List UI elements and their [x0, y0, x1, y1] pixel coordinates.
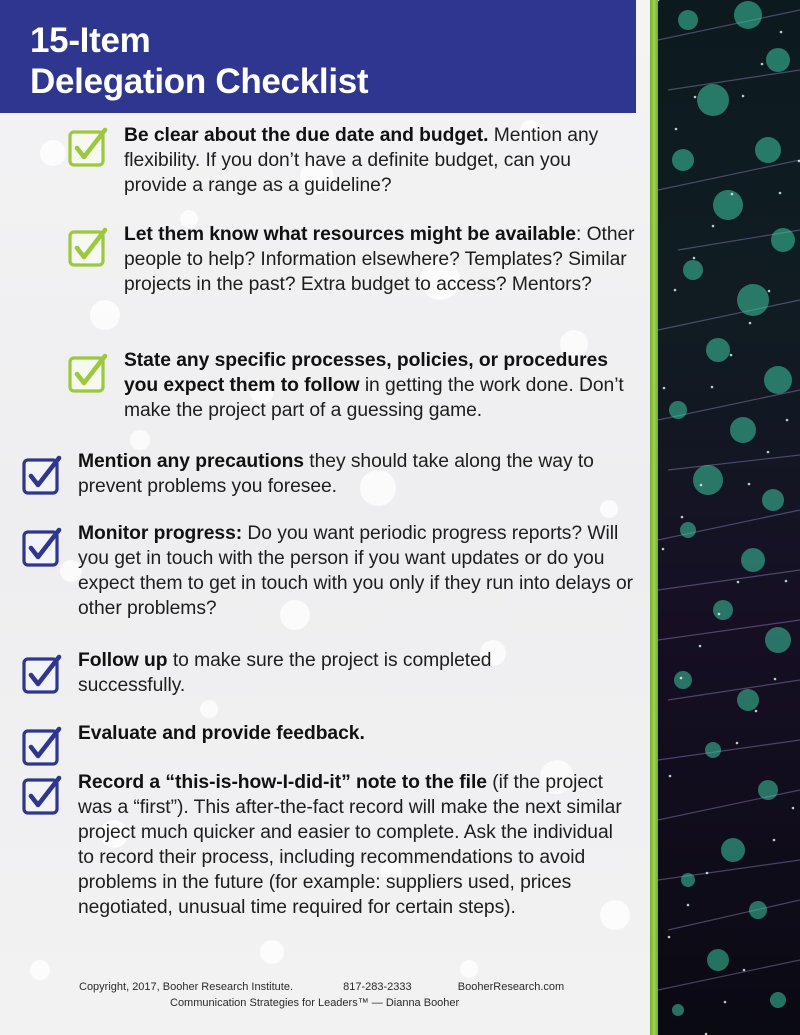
teal-bokeh-dot [755, 137, 781, 163]
bokeh-dot [30, 960, 50, 980]
page-title-line1: 15-Item [30, 21, 151, 60]
sparkle-dot [663, 387, 666, 390]
sparkle-dot [792, 807, 795, 810]
item-body: Do you want periodic progress reports? Will you get in touch with the person if you want updates or do you expect them to get in touch with you only if they run into delays or other problems? [78, 523, 633, 619]
teal-bokeh-dot [706, 338, 730, 362]
teal-bokeh-dot [672, 1004, 684, 1016]
item-body: Mention any flexibility. If you don’t have a definite budget, can you provide a range as a guideline? [124, 125, 599, 196]
sparkle-dot [743, 969, 746, 972]
light-streak [658, 860, 800, 880]
sparkle-dot [779, 192, 782, 195]
item-heading: Mention any precautions [78, 451, 304, 472]
teal-bokeh-dot [737, 284, 769, 316]
teal-bokeh-dot [737, 689, 759, 711]
green-check-icon [67, 126, 111, 170]
footer-phone: 817-283-2333 [343, 981, 412, 993]
sparkle-dot [737, 581, 740, 584]
sparkle-dot [730, 354, 733, 357]
bokeh-dot [460, 960, 478, 978]
item-body: (if the project was a “first”). This after-the-fact record will make the next similar project much quicker and easier to complete. Ask the individual to record their process, including recommendations to avoid problems in the future (for example: suppliers used, prices negotiated, unusual time required for certain steps). [78, 772, 622, 918]
item-body: : Other people to help? Information elsewhere? Templates? Similar projects in the past? Extra budget to access? Mentors? [124, 224, 635, 295]
light-streak [668, 455, 800, 470]
footer-website: BooherResearch.com [457, 981, 565, 993]
sparkle-dot [674, 289, 677, 292]
sparkle-dot [668, 936, 671, 939]
item-heading: Let them know what resources might be available [124, 224, 576, 245]
teal-bokeh-dot [734, 1, 762, 29]
light-streak [658, 740, 800, 760]
light-streak [658, 510, 800, 540]
bokeh-dot [200, 700, 218, 718]
blue-check-icon [21, 774, 65, 818]
sparkle-dot [755, 710, 758, 713]
teal-bokeh-dot [680, 522, 696, 538]
light-streak [658, 790, 800, 820]
blue-check-icon [21, 653, 65, 697]
sparkle-dot [768, 290, 771, 293]
item-heading: Monitor progress: [78, 523, 243, 544]
sparkle-dot [706, 872, 709, 875]
teal-bokeh-dot [765, 627, 791, 653]
checklist-item [78, 521, 638, 621]
blue-check-icon [21, 725, 65, 769]
bokeh-dot [600, 500, 618, 518]
checklist-item [124, 123, 634, 198]
sparkle-dot [749, 322, 752, 325]
bokeh-art [658, 0, 800, 1035]
bokeh-dot [130, 430, 150, 450]
teal-bokeh-dot [683, 260, 703, 280]
teal-bokeh-dot [713, 600, 733, 620]
checklist-item [124, 348, 636, 423]
teal-bokeh-dot [758, 780, 778, 800]
teal-bokeh-dot [674, 671, 692, 689]
light-streak [658, 960, 800, 990]
teal-bokeh-dot [749, 901, 767, 919]
checklist-item [78, 648, 558, 698]
green-check-icon [67, 226, 111, 270]
sparkle-dot [773, 839, 776, 842]
sparkle-dot [767, 451, 770, 454]
blue-check-icon [21, 526, 65, 570]
teal-bokeh-dot [730, 417, 756, 443]
sparkle-dot [731, 193, 734, 196]
sparkle-dot [699, 645, 702, 648]
teal-bokeh-dot [713, 190, 743, 220]
sparkle-dot [694, 96, 697, 99]
teal-bokeh-dot [766, 48, 790, 72]
sparkle-dot [724, 1001, 727, 1004]
sparkle-dot [761, 63, 764, 66]
green-check-icon [67, 352, 111, 396]
teal-bokeh-dot [697, 84, 729, 116]
light-streak [668, 70, 800, 90]
bokeh-dot [40, 140, 66, 166]
sparkle-dot [681, 516, 684, 519]
teal-bokeh-dot [770, 992, 786, 1008]
teal-bokeh-dot [762, 489, 784, 511]
sparkle-dot [742, 95, 745, 98]
page-title-line2: Delegation Checklist [30, 62, 369, 101]
sparkle-dot [785, 580, 788, 583]
teal-bokeh-dot [721, 838, 745, 862]
sparkle-dot [786, 419, 789, 422]
checklist-item [78, 770, 623, 920]
footer-contact-line [79, 981, 564, 993]
item-heading: Evaluate and provide feedback. [78, 723, 365, 744]
sparkle-dot [680, 677, 683, 680]
checklist-item [124, 222, 636, 297]
item-heading: Record a “this-is-how-I-did-it” note to the file [78, 772, 487, 793]
sparkle-dot [780, 31, 783, 34]
light-streak [658, 570, 800, 590]
title-banner [0, 0, 636, 113]
footer-tagline: Communication Strategies for Leaders™ — Dianna Booher [170, 997, 460, 1009]
sparkle-dot [774, 678, 777, 681]
blue-check-icon [21, 454, 65, 498]
sparkle-dot [711, 386, 714, 389]
sparkle-dot [662, 548, 665, 551]
green-divider-bar [650, 0, 658, 1035]
item-heading: State any specific processes, policies, or procedures you expect them to follow [124, 350, 608, 396]
light-streak [658, 300, 800, 330]
sparkle-dot [748, 483, 751, 486]
sparkle-dot [693, 257, 696, 260]
teal-bokeh-dot [764, 366, 792, 394]
item-body: they should take along the way to prevent problems you foresee. [78, 451, 594, 497]
sparkle-dot [675, 128, 678, 131]
sparkle-dot [669, 775, 672, 778]
checklist-item [78, 449, 638, 499]
sparkle-dot [700, 484, 703, 487]
teal-bokeh-dot [669, 401, 687, 419]
teal-bokeh-dot [693, 465, 723, 495]
sparkle-dot [687, 904, 690, 907]
bokeh-dot [90, 300, 120, 330]
sparkle-dot [658, 0, 659, 1]
teal-bokeh-dot [771, 228, 795, 252]
teal-bokeh-dot [741, 548, 765, 572]
decorative-bokeh-panel [658, 0, 800, 1035]
item-body: to make sure the project is completed successfully. [78, 650, 492, 696]
sparkle-dot [736, 742, 739, 745]
light-streak [658, 10, 800, 40]
teal-bokeh-dot [678, 10, 698, 30]
teal-bokeh-dot [672, 149, 694, 171]
teal-bokeh-dot [681, 873, 695, 887]
teal-bokeh-dot [707, 949, 729, 971]
item-body: in getting the work done. Don’t make the project part of a guessing game. [124, 375, 624, 421]
teal-bokeh-dot [705, 742, 721, 758]
item-heading: Follow up [78, 650, 168, 671]
sparkle-dot [712, 225, 715, 228]
footer-copyright: Copyright, 2017, Booher Research Institute. [79, 981, 294, 993]
item-heading: Be clear about the due date and budget. [124, 125, 489, 146]
bokeh-dot [260, 940, 284, 964]
sparkle-dot [718, 613, 721, 616]
checklist-item [78, 721, 638, 746]
